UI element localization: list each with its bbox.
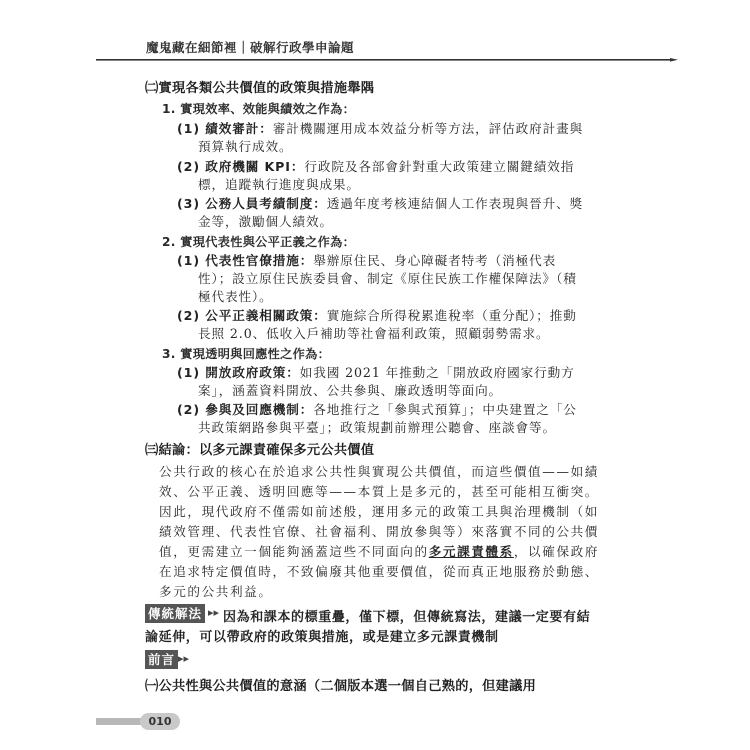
traditional-solution-tag: 傳統解法 xyxy=(145,604,205,623)
note-line: 因為和課本的標重疊，僅下標，但傳統寫法，建議一定要有結 xyxy=(223,610,591,625)
double-arrow-icon: ▸▸ xyxy=(178,652,190,665)
list-item: (1) 績效審計：審計機關運用成本效益分析等方法，評估政府計畫與 xyxy=(177,121,584,136)
paragraph-line: 公共行政的核心在於追求公共性與實現公共價值，而這些價值——如績 xyxy=(159,464,600,479)
header-rule xyxy=(96,58,678,62)
running-header: 魔鬼藏在細節裡｜破解行政學申論題 xyxy=(146,40,355,55)
note-line: 論延伸，可以帶政府的政策與措施，或是建立多元課責機制 xyxy=(145,630,499,645)
list-item-continuation: 性）；設立原住民族委員會、制定《原住民族工作權保障法》（積 xyxy=(198,271,577,286)
list-item-continuation: 預算執行成效。 xyxy=(198,139,293,154)
double-arrow-icon: ▸▸ xyxy=(208,606,220,619)
preface-tag: 前言 xyxy=(145,650,178,669)
list-item-continuation: 極代表性）。 xyxy=(198,289,273,304)
paragraph-line: 效、公平正義、透明回應等——本質上是多元的，甚至可能相互衝突。 xyxy=(159,484,600,499)
list-item-continuation: 案」，涵蓋資料開放、公共參與、廉政透明等面向。 xyxy=(198,383,503,398)
page-number: 010 xyxy=(140,713,180,730)
list-item: (2) 政府機關 KPI：行政院及各部會針對重大政策建立關鍵績效指 xyxy=(177,159,575,174)
list-item-continuation: 長照 2.0、低收入戶補助等社會福利政策，照顧弱勢需求。 xyxy=(198,326,550,341)
subsection-heading: 2. 實現代表性與公平正義之作為： xyxy=(162,235,356,249)
list-item-continuation: 標，追蹤執行進度與成果。 xyxy=(198,177,360,192)
emphasis-text: 多元課責體系 xyxy=(428,544,514,559)
paragraph-line: 績效管理、代表性官僚、社會福利、開放參與等）來落實不同的公共價 xyxy=(159,524,600,539)
paragraph-line: 因此，現代政府不僅需如前述般，運用多元的政策工具與治理機制（如 xyxy=(159,504,600,519)
list-item: (2) 參與及回應機制：各地推行之「參與式預算」；中央建置之「公 xyxy=(177,402,577,417)
subsection-heading: 1. 實現效率、效能與績效之作為： xyxy=(162,102,356,116)
subsection-heading: 3. 實現透明與回應性之作為： xyxy=(162,347,331,361)
list-item: (3) 公務人員考績制度：透過年度考核連結個人工作表現與晉升、獎 xyxy=(177,196,584,211)
section-heading: ㈢結論：以多元課責確保多元公共價值 xyxy=(145,443,375,458)
paragraph-line: 在追求特定價值時，不致偏廢其他重要價值，從而真正地服務於動態、 xyxy=(159,564,600,579)
list-item-continuation: 共政策網路參與平臺」；政策規劃前辦理公聽會、座談會等。 xyxy=(198,420,557,435)
paragraph-line: 多元的公共利益。 xyxy=(159,584,273,599)
paragraph-line: 值，更需建立一個能夠涵蓋這些不同面向的多元課責體系，以確保政府 xyxy=(159,544,600,559)
page-number-bar xyxy=(96,718,144,725)
section-heading: ㈠公共性與公共價值的意涵（二個版本選一個自己熟的，但建議用 xyxy=(145,679,537,694)
list-item-continuation: 金等，激勵個人績效。 xyxy=(198,214,333,229)
section-heading: ㈡實現各類公共價值的政策與措施舉隅 xyxy=(145,81,375,96)
list-item: (1) 開放政府政策：如我國 2021 年推動之「開放政府國家行動方 xyxy=(177,365,575,380)
list-item: (2) 公平正義相關政策：實施綜合所得稅累進稅率（重分配）；推動 xyxy=(177,308,577,323)
list-item: (1) 代表性官僚措施：舉辦原住民、身心障礙者特考（消極代表 xyxy=(177,253,557,268)
